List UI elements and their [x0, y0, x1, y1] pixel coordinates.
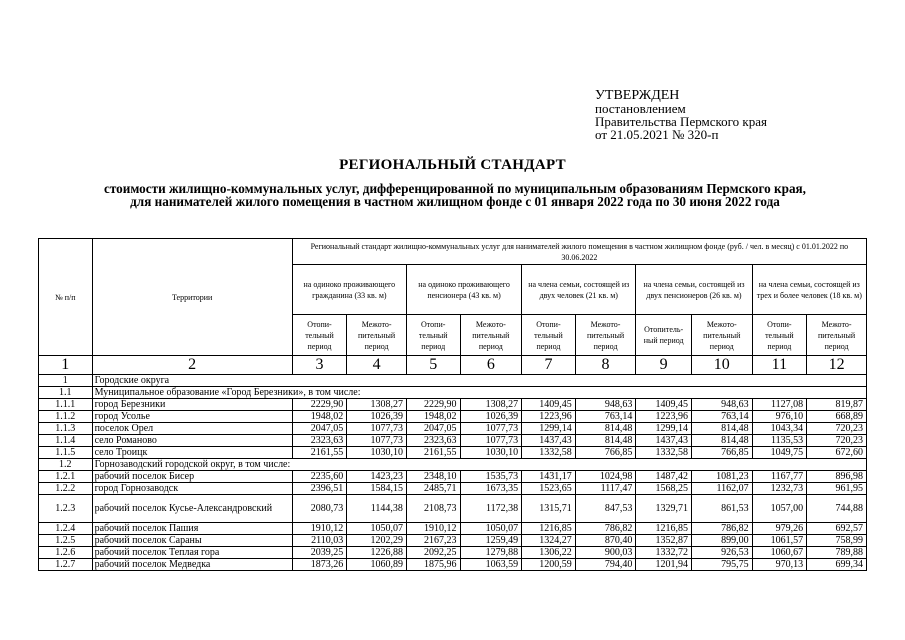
row-value: 1487,42 [636, 471, 692, 483]
row-value: 1584,15 [347, 483, 407, 495]
column-number-row [39, 356, 867, 375]
row-value: 1043,34 [752, 423, 807, 435]
column-number: 11 [752, 356, 807, 375]
row-territory: рабочий поселок Медведка [92, 559, 292, 571]
row-value: 861,53 [691, 495, 752, 523]
row-value: 1057,00 [752, 495, 807, 523]
section-row [39, 459, 867, 471]
column-number: 2 [92, 356, 292, 375]
table-row [39, 523, 867, 535]
row-code: 1.2.1 [39, 471, 93, 483]
row-value: 1144,38 [347, 495, 407, 523]
row-value: 2161,55 [406, 447, 460, 459]
row-code: 1.2.4 [39, 523, 93, 535]
header-heating: Отопи-тельный период [522, 315, 576, 356]
row-value: 2080,73 [292, 495, 347, 523]
row-value: 2167,23 [406, 535, 460, 547]
row-value: 1049,75 [752, 447, 807, 459]
row-value: 1329,71 [636, 495, 692, 523]
header-heating: Отопи-тельный период [406, 315, 460, 356]
row-value: 1875,96 [406, 559, 460, 571]
row-code: 1 [39, 375, 93, 387]
row-value: 672,60 [807, 447, 867, 459]
table-row [39, 447, 867, 459]
row-value: 2110,03 [292, 535, 347, 547]
row-value: 1223,96 [636, 411, 692, 423]
column-number: 7 [522, 356, 576, 375]
row-value: 786,82 [691, 523, 752, 535]
document-title: РЕГИОНАЛЬНЫЙ СТАНДАРТ [339, 157, 566, 173]
row-value: 926,53 [691, 547, 752, 559]
approval-line-government: Правительства Пермского края [595, 114, 767, 129]
row-value: 789,88 [807, 547, 867, 559]
header-interheating: Межото-пительный период [691, 315, 752, 356]
row-value: 1299,14 [522, 423, 576, 435]
row-value: 744,88 [807, 495, 867, 523]
standard-table [38, 238, 867, 571]
column-number: 6 [460, 356, 522, 375]
header-group-two-pensioners: на члена семьи, состоящей из двух пенсионеров (26 кв. м) [636, 265, 752, 315]
row-value: 1077,73 [460, 435, 522, 447]
row-value: 1910,12 [406, 523, 460, 535]
row-value: 2039,25 [292, 547, 347, 559]
row-value: 1077,73 [347, 435, 407, 447]
row-value: 814,48 [691, 423, 752, 435]
row-value: 2323,63 [406, 435, 460, 447]
row-value: 1259,49 [460, 535, 522, 547]
column-number: 9 [636, 356, 692, 375]
row-value: 1409,45 [636, 399, 692, 411]
row-value: 1117,47 [575, 483, 636, 495]
row-value: 1673,35 [460, 483, 522, 495]
header-group-three: на члена семьи, состоящей из трех и более человек (18 кв. м) [752, 265, 866, 315]
column-number: 4 [347, 356, 407, 375]
row-value: 1226,88 [347, 547, 407, 559]
table-row [39, 495, 867, 523]
row-value: 1308,27 [347, 399, 407, 411]
row-territory: село Троицк [92, 447, 292, 459]
row-value: 2229,90 [406, 399, 460, 411]
row-value: 1568,25 [636, 483, 692, 495]
row-value: 1279,88 [460, 547, 522, 559]
header-interheating: Межото-пительный период [807, 315, 867, 356]
row-value: 2229,90 [292, 399, 347, 411]
row-value: 668,89 [807, 411, 867, 423]
table-row [39, 435, 867, 447]
section-row [39, 387, 867, 399]
row-value: 2047,05 [406, 423, 460, 435]
row-code: 1.1.4 [39, 435, 93, 447]
row-value: 1216,85 [636, 523, 692, 535]
row-value: 1162,07 [691, 483, 752, 495]
row-value: 1948,02 [406, 411, 460, 423]
row-value: 1324,27 [522, 535, 576, 547]
row-value: 976,10 [752, 411, 807, 423]
row-value: 1352,87 [636, 535, 692, 547]
column-number: 8 [575, 356, 636, 375]
column-number: 1 [39, 356, 93, 375]
row-value: 814,48 [575, 423, 636, 435]
row-value: 1127,08 [752, 399, 807, 411]
row-value: 970,13 [752, 559, 807, 571]
row-value: 763,14 [575, 411, 636, 423]
row-value: 1026,39 [460, 411, 522, 423]
row-code: 1.1.1 [39, 399, 93, 411]
row-value: 1172,38 [460, 495, 522, 523]
row-value: 1216,85 [522, 523, 576, 535]
row-code: 1.2.6 [39, 547, 93, 559]
header-group-single: на одиноко проживающего гражданина (33 кв. м) [292, 265, 406, 315]
row-code: 1.1.3 [39, 423, 93, 435]
row-value: 1223,96 [522, 411, 576, 423]
row-value: 1081,23 [691, 471, 752, 483]
row-value: 1910,12 [292, 523, 347, 535]
row-value: 2161,55 [292, 447, 347, 459]
row-value: 766,85 [575, 447, 636, 459]
header-num: № п/п [39, 239, 93, 356]
table-row [39, 399, 867, 411]
column-number: 10 [691, 356, 752, 375]
table-row [39, 483, 867, 495]
row-code: 1.1 [39, 387, 93, 399]
row-value: 979,26 [752, 523, 807, 535]
approval-block [595, 89, 767, 141]
row-value: 870,40 [575, 535, 636, 547]
row-value: 1431,17 [522, 471, 576, 483]
row-value: 1050,07 [460, 523, 522, 535]
row-territory: рабочий поселок Кусье-Александровский [92, 495, 292, 523]
row-value: 692,57 [807, 523, 867, 535]
row-value: 1332,72 [636, 547, 692, 559]
row-value: 1306,22 [522, 547, 576, 559]
row-value: 1332,58 [636, 447, 692, 459]
section-row [39, 375, 867, 387]
row-value: 948,63 [575, 399, 636, 411]
row-value: 2323,63 [292, 435, 347, 447]
row-value: 758,99 [807, 535, 867, 547]
header-heating: Отопи-тельный период [292, 315, 347, 356]
row-value: 1063,59 [460, 559, 522, 571]
row-value: 948,63 [691, 399, 752, 411]
table-row [39, 471, 867, 483]
header-territory: Территории [92, 239, 292, 356]
row-value: 900,03 [575, 547, 636, 559]
row-value: 2348,10 [406, 471, 460, 483]
row-value: 961,95 [807, 483, 867, 495]
row-code: 1.2 [39, 459, 93, 471]
row-value: 1299,14 [636, 423, 692, 435]
row-value: 819,87 [807, 399, 867, 411]
row-value: 1030,10 [347, 447, 407, 459]
row-value: 1873,26 [292, 559, 347, 571]
header-interheating: Межото-пительный период [575, 315, 636, 356]
row-territory: Городские округа [92, 375, 866, 387]
row-territory: рабочий поселок Сараны [92, 535, 292, 547]
row-code: 1.2.2 [39, 483, 93, 495]
row-value: 896,98 [807, 471, 867, 483]
row-territory: город Березники [92, 399, 292, 411]
row-value: 1135,53 [752, 435, 807, 447]
row-value: 766,85 [691, 447, 752, 459]
row-value: 1232,73 [752, 483, 807, 495]
row-territory: село Романово [92, 435, 292, 447]
column-number: 5 [406, 356, 460, 375]
row-value: 1535,73 [460, 471, 522, 483]
row-territory: Горнозаводский городской округ, в том числе: [92, 459, 866, 471]
header-interheating: Межото-пительный период [347, 315, 407, 356]
row-territory: рабочий поселок Теплая гора [92, 547, 292, 559]
approval-title: УТВЕРЖДЕН [595, 88, 680, 103]
row-value: 2396,51 [292, 483, 347, 495]
row-territory: город Горнозаводск [92, 483, 292, 495]
row-code: 1.2.7 [39, 559, 93, 571]
header-interheating: Межото-пительный период [460, 315, 522, 356]
row-value: 720,23 [807, 435, 867, 447]
row-territory: город Усолье [92, 411, 292, 423]
row-value: 1315,71 [522, 495, 576, 523]
row-value: 1332,58 [522, 447, 576, 459]
table-row [39, 535, 867, 547]
row-value: 2092,25 [406, 547, 460, 559]
row-value: 2108,73 [406, 495, 460, 523]
table-row [39, 547, 867, 559]
table-row [39, 411, 867, 423]
row-territory: поселок Орел [92, 423, 292, 435]
header-standard: Региональный стандарт жилищно-коммунальных услуг для нанимателей жилого помещения в частном жилищном фонде (руб. / чел. в месяц) с 01.01.2022 по 30.06.2022 [292, 239, 866, 265]
row-value: 847,53 [575, 495, 636, 523]
row-value: 1050,07 [347, 523, 407, 535]
row-value: 763,14 [691, 411, 752, 423]
row-value: 1060,89 [347, 559, 407, 571]
row-value: 1202,29 [347, 535, 407, 547]
row-territory: рабочий поселок Пашия [92, 523, 292, 535]
header-group-pensioner: на одиноко проживающего пенсионера (43 кв. м) [406, 265, 521, 315]
table-row [39, 423, 867, 435]
row-value: 2235,60 [292, 471, 347, 483]
row-value: 1948,02 [292, 411, 347, 423]
document-subtitle: стоимости жилищно-коммунальных услуг, дифференцированной по муниципальным образованиям Пермского края, для нанимателей жилого помещения в частном жилищном фонде с 01 января 2022 года по 30 июня 2022 года [104, 181, 806, 209]
row-value: 2485,71 [406, 483, 460, 495]
row-code: 1.1.5 [39, 447, 93, 459]
approval-line-date: от 21.05.2021 № 320-п [595, 127, 719, 142]
row-code: 1.1.2 [39, 411, 93, 423]
row-value: 1308,27 [460, 399, 522, 411]
row-value: 1026,39 [347, 411, 407, 423]
row-value: 1437,43 [522, 435, 576, 447]
column-number: 12 [807, 356, 867, 375]
row-value: 1030,10 [460, 447, 522, 459]
row-value: 899,00 [691, 535, 752, 547]
row-code: 1.2.5 [39, 535, 93, 547]
row-value: 1409,45 [522, 399, 576, 411]
row-value: 2047,05 [292, 423, 347, 435]
column-number: 3 [292, 356, 347, 375]
row-value: 794,40 [575, 559, 636, 571]
row-value: 720,23 [807, 423, 867, 435]
row-value: 1024,98 [575, 471, 636, 483]
row-value: 1060,67 [752, 547, 807, 559]
row-value: 699,34 [807, 559, 867, 571]
row-value: 1077,73 [460, 423, 522, 435]
row-value: 1523,65 [522, 483, 576, 495]
row-value: 1201,94 [636, 559, 692, 571]
row-territory: рабочий поселок Бисер [92, 471, 292, 483]
approval-line-decree: постановлением [595, 101, 686, 116]
header-heating: Отопитель-ный период [636, 315, 692, 356]
header-group-two: на члена семьи, состоящей из двух человек (21 кв. м) [522, 265, 636, 315]
row-value: 814,48 [691, 435, 752, 447]
row-territory: Муниципальное образование «Город Березники», в том числе: [92, 387, 866, 399]
table-body [39, 375, 867, 571]
table-row [39, 559, 867, 571]
row-value: 1167,77 [752, 471, 807, 483]
row-value: 1077,73 [347, 423, 407, 435]
row-value: 1200,59 [522, 559, 576, 571]
row-value: 1423,23 [347, 471, 407, 483]
row-code: 1.2.3 [39, 495, 93, 523]
row-value: 795,75 [691, 559, 752, 571]
row-value: 1061,57 [752, 535, 807, 547]
header-heating: Отопи-тельный период [752, 315, 807, 356]
row-value: 1437,43 [636, 435, 692, 447]
row-value: 786,82 [575, 523, 636, 535]
row-value: 814,48 [575, 435, 636, 447]
